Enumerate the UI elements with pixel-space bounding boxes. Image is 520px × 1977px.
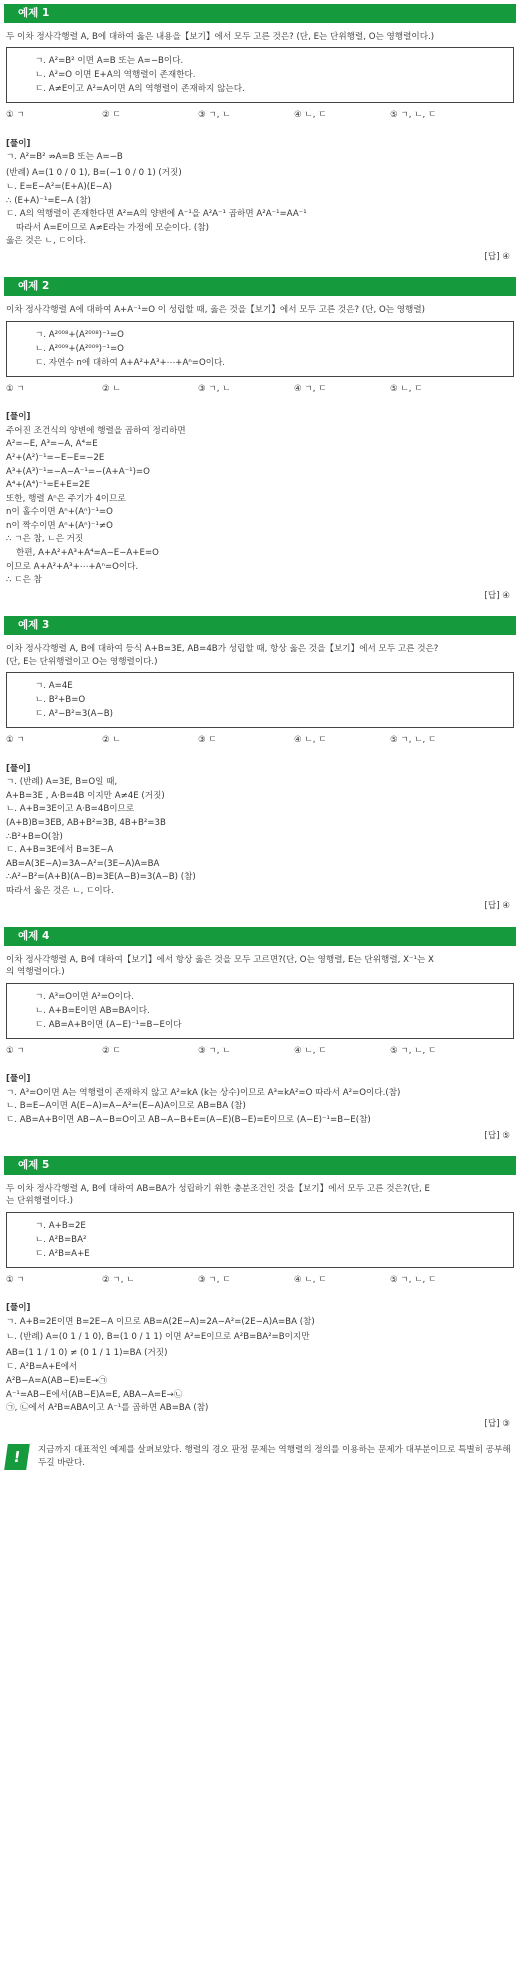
- solution: [4, 1073, 516, 1142]
- solution-line: A²=−E, A³=−A, A⁴=E: [6, 439, 98, 450]
- example-section: [4, 1156, 516, 1430]
- solution-title: [풀이]: [6, 138, 31, 149]
- question-line: 이차 정사각행렬 A, B에 대하여【보기】에서 항상 옳은 것을 모두 고르면?(단, O는 영행렬, E는 단위행렬, X⁻¹는 X: [6, 954, 434, 965]
- bogi-item: ㄱ. A²=B² 이면 A=B 또는 A=−B이다.: [35, 56, 184, 67]
- answer-choices: [4, 734, 516, 746]
- exclamation-icon: !: [4, 1444, 30, 1470]
- solution-line: n이 홀수이면 Aⁿ+(Aⁿ)⁻¹=O: [6, 507, 113, 518]
- solution-line: A+B=3E , A·B=4B 이지만 A≠4E (거짓): [6, 790, 165, 801]
- answer-choices: [4, 109, 516, 121]
- solution-line: (반례) A=(1 0 / 0 1), B=(−1 0 / 0 1) (거짓): [6, 167, 182, 178]
- solution-line: ㄴ. E=E−A²=(E+A)(E−A): [6, 181, 112, 192]
- solution-line: ㄷ. AB=A+B이면 AB−A−B=O이고 AB−A−B+E=(A−E)(B−E)=E이므로 (A−E)⁻¹=B−E(참): [6, 1114, 371, 1125]
- answer-choice[interactable]: ④ ㄴ, ㄷ: [294, 1045, 327, 1056]
- bogi-item: ㄷ. A²−B²=3(A−B): [35, 709, 113, 720]
- solution-line: ㄴ. B=E−A이면 A(E−A)=A−A²=(E−A)A이므로 AB=BA (참): [6, 1101, 246, 1112]
- answer-choice[interactable]: ② ㄷ: [102, 1045, 121, 1056]
- example-section: [4, 616, 516, 913]
- answer-choice[interactable]: ⑤ ㄱ, ㄴ, ㄷ: [390, 1274, 437, 1285]
- note-box: [4, 1444, 516, 1470]
- bogi-item: ㄴ. A²⁰⁰⁹+(A²⁰⁰⁹)⁻¹=O: [35, 343, 124, 354]
- answer-choices: [4, 1274, 516, 1286]
- solution-title: [풀이]: [6, 412, 31, 423]
- solution-line: ㄷ. A+B=3E에서 B=3E−A: [6, 845, 114, 856]
- answer-choice[interactable]: ① ㄱ: [6, 735, 25, 746]
- solution-title: [풀이]: [6, 763, 31, 774]
- question: [4, 1183, 516, 1208]
- question: [4, 643, 516, 668]
- solution-line: ㉠, ㉡에서 A²B=ABA이고 A⁻¹를 곱하면 AB=BA (참): [6, 1403, 209, 1414]
- solution-line: ∴B²+B=O(참): [6, 831, 63, 842]
- bogi-item: ㄱ. A=4E: [35, 681, 73, 692]
- solution-line: ㄱ. A²=B² ⇏A=B 또는 A=−B: [6, 152, 123, 163]
- answer-label: [답] ⑤: [484, 1130, 510, 1141]
- question: [4, 304, 516, 316]
- question-line: 는 단위행렬이다.): [6, 1196, 73, 1207]
- answer-choice[interactable]: ③ ㄱ, ㄴ: [198, 1045, 231, 1056]
- bogi-item: ㄷ. A²B=A+E: [35, 1248, 90, 1259]
- answer-choice[interactable]: ⑤ ㄱ, ㄴ, ㄷ: [390, 110, 437, 121]
- solution-line: A⁻¹=AB−E에서(AB−E)A=E, ABA−A=E→㉡: [6, 1389, 183, 1400]
- bogi-item: ㄴ. A+B=E이면 AB=BA이다.: [35, 1005, 150, 1016]
- answer-choice[interactable]: ② ㄱ, ㄴ: [102, 1274, 135, 1285]
- answer-choice[interactable]: ④ ㄴ, ㄷ: [294, 735, 327, 746]
- answer-choice[interactable]: ③ ㄱ, ㄴ: [198, 383, 231, 394]
- answer-choices: [4, 1045, 516, 1057]
- question: [4, 954, 516, 979]
- solution-line: 한편, A+A²+A³+A⁴=A−E−A+E=O: [16, 548, 159, 559]
- answer-label: [답] ④: [484, 901, 510, 912]
- answer-choice[interactable]: ② ㄷ: [102, 110, 121, 121]
- answer-label: [답] ③: [484, 1418, 510, 1429]
- example-header: 예제 4: [4, 927, 516, 946]
- solution-line: 따라서 A=E이므로 A≠E라는 가정에 모순이다. (참): [16, 222, 209, 233]
- solution-title: [풀이]: [6, 1074, 31, 1085]
- solution-title: [풀이]: [6, 1303, 31, 1314]
- answer-choice[interactable]: ① ㄱ: [6, 383, 25, 394]
- solution-line: (A+B)B=3EB, AB+B²=3B, 4B+B²=3B: [6, 817, 166, 828]
- bogi-item: ㄷ. A≠E이고 A²=A이면 A의 역행렬이 존재하지 않는다.: [35, 84, 245, 95]
- answer-choice[interactable]: ① ㄱ: [6, 110, 25, 121]
- answer-choice[interactable]: ⑤ ㄱ, ㄴ, ㄷ: [390, 1045, 437, 1056]
- question-line: (단, E는 단위행렬이고 O는 영행렬이다.): [6, 656, 158, 667]
- example-section: [4, 4, 516, 263]
- solution-line: 따라서 옳은 것은 ㄴ, ㄷ이다.: [6, 885, 114, 896]
- answer-choice[interactable]: ① ㄱ: [6, 1045, 25, 1056]
- answer-choice[interactable]: ⑤ ㄴ, ㄷ: [390, 383, 423, 394]
- bogi-item: ㄴ. B²+B=O: [35, 695, 86, 706]
- bogi-item: ㄷ. 자연수 n에 대하여 A+A²+A³+⋯+Aⁿ=O이다.: [35, 357, 226, 368]
- answer-choice[interactable]: ③ ㄱ, ㄴ: [198, 110, 231, 121]
- solution-line: 주어진 조건식의 양변에 행렬을 곱하여 정리하면: [6, 425, 186, 436]
- solution-line: ㄴ. A+B=3E이고 A·B=4B이므로: [6, 804, 135, 815]
- answer-choices: [4, 383, 516, 395]
- solution-line: AB=(1 1 / 1 0) ≠ (0 1 / 1 1)=BA (거짓): [6, 1348, 168, 1359]
- answer-label: [답] ④: [484, 251, 510, 262]
- solution: [4, 138, 516, 263]
- example-header: 예제 5: [4, 1156, 516, 1175]
- solution-line: n이 짝수이면 Aⁿ+(Aⁿ)⁻¹≠O: [6, 520, 113, 531]
- solution-line: ∴ ㄱ은 참, ㄴ은 거짓: [6, 534, 84, 545]
- question-line: 이차 정사각행렬 A, B에 대하여 등식 A+B=3E, AB=4B가 성립할 때, 항상 옳은 것을【보기】에서 모두 고른 것은?: [6, 644, 439, 655]
- answer-choice[interactable]: ③ ㄷ: [198, 735, 217, 746]
- solution-line: ㄷ. A²B=A+E에서: [6, 1362, 78, 1373]
- solution-line: A⁴+(A⁴)⁻¹=E+E=2E: [6, 480, 90, 491]
- solution-line: ㄱ. (반례) A=3E, B=O일 때,: [6, 777, 118, 788]
- example-section: [4, 927, 516, 1142]
- solution: [4, 1302, 516, 1430]
- bogi-item: ㄱ. A+B=2E: [35, 1220, 86, 1231]
- example-header: 예제 1: [4, 4, 516, 23]
- question-line: 의 역행렬이다.): [6, 967, 65, 978]
- bogi-item: ㄱ. A²⁰⁰⁸+(A²⁰⁰⁸)⁻¹=O: [35, 329, 124, 340]
- solution: [4, 411, 516, 602]
- question-line: 이차 정사각행렬 A에 대하여 A+A⁻¹=O 이 성립할 때, 옳은 것을【보기】에서 모두 고른 것은? (단, O는 영행렬): [6, 305, 425, 316]
- bogi-item: ㄱ. A³=O이면 A²=O이다.: [35, 991, 135, 1002]
- answer-choice[interactable]: ① ㄱ: [6, 1274, 25, 1285]
- solution-line: A²B−A=A(AB−E)=E→㉠: [6, 1375, 107, 1386]
- solution-line: A²+(A²)⁻¹=−E−E=−2E: [6, 452, 105, 463]
- example-section: [4, 277, 516, 602]
- solution-line: ∴ ㄷ은 참: [6, 575, 42, 586]
- bogi-box: [6, 983, 514, 1039]
- solution-line: AB=A(3E−A)=3A−A²=(3E−A)A=BA: [6, 858, 160, 869]
- answer-label: [답] ④: [484, 590, 510, 601]
- solution-line: ∴ (E+A)⁻¹=E−A (참): [6, 195, 91, 206]
- answer-choice[interactable]: ③ ㄱ, ㄷ: [198, 1274, 231, 1285]
- bogi-box: [6, 1212, 514, 1268]
- answer-choice[interactable]: ② ㄴ: [102, 383, 121, 394]
- bogi-item: ㄴ. A²B=BA²: [35, 1234, 87, 1245]
- solution-line: ∴A²−B²=(A+B)(A−B)=3E(A−B)=3(A−B) (참): [6, 872, 196, 883]
- question-line: 두 이차 정사각행렬 A, B에 대하여 옳은 내용을【보기】에서 모두 고른 것은? (단, E는 단위행렬, O는 영행렬이다.): [6, 32, 435, 42]
- bogi-box: [6, 672, 514, 728]
- solution: [4, 763, 516, 913]
- solution-line: ㄱ. A³=O이면 A는 역행렬이 존재하지 않고 A²=kA (k는 상수)이므로 A³=kA²=O 따라서 A²=O이다.(참): [6, 1087, 401, 1098]
- bogi-item: ㄷ. AB=A+B이면 (A−E)⁻¹=B−E이다: [35, 1019, 182, 1030]
- note-text: 지금까지 대표적인 예제를 살펴보았다. 행렬의 경오 판정 문제는 역행렬의 정의를 이용하는 문제가 대부분이므로 특별히 공부해두길 바란다.: [38, 1445, 511, 1469]
- solution-line: A³+(A³)⁻¹=−A−A⁻¹=−(A+A⁻¹)=O: [6, 466, 150, 477]
- bogi-box: [6, 47, 514, 103]
- answer-choice[interactable]: ④ ㄱ, ㄷ: [294, 383, 327, 394]
- answer-choice[interactable]: ④ ㄴ, ㄷ: [294, 110, 327, 121]
- answer-choice[interactable]: ② ㄴ: [102, 735, 121, 746]
- solution-line: ㄱ. A+B=2E이면 B=2E−A 이므로 AB=A(2E−A)=2A−A²=(2E−A)A=BA (참): [6, 1316, 315, 1327]
- example-header: 예제 3: [4, 616, 516, 635]
- answer-choice[interactable]: ⑤ ㄱ, ㄴ, ㄷ: [390, 735, 437, 746]
- question-line: 두 이차 정사각행렬 A, B에 대하여 AB=BA가 성립하기 위한 충분조건인 것을【보기】에서 모두 고른 것은?(단, E: [6, 1183, 430, 1194]
- answer-choice[interactable]: ④ ㄴ, ㄷ: [294, 1274, 327, 1285]
- solution-line: 옳은 것은 ㄴ, ㄷ이다.: [6, 236, 87, 247]
- solution-line: 또한, 행렬 Aⁿ은 주기가 4이므로: [6, 493, 126, 504]
- question: [4, 31, 516, 43]
- solution-line: 이므로 A+A²+A³+⋯+Aⁿ=O이다.: [6, 561, 139, 572]
- bogi-item: ㄴ. A²=O 이면 E+A의 역행렬이 존재한다.: [35, 70, 196, 81]
- example-header: 예제 2: [4, 277, 516, 296]
- bogi-box: [6, 321, 514, 377]
- solution-line: ㄷ. A의 역행렬이 존재한다면 A²=A의 양변에 A⁻¹을 A²A⁻¹ 곱하면 A²A⁻¹=AA⁻¹: [6, 209, 307, 220]
- solution-line: ㄴ. (반례) A=(0 1 / 1 0), B=(1 0 / 1 1) 이면 A²=E이므로 A²B=BA²=B이지만: [6, 1332, 310, 1343]
